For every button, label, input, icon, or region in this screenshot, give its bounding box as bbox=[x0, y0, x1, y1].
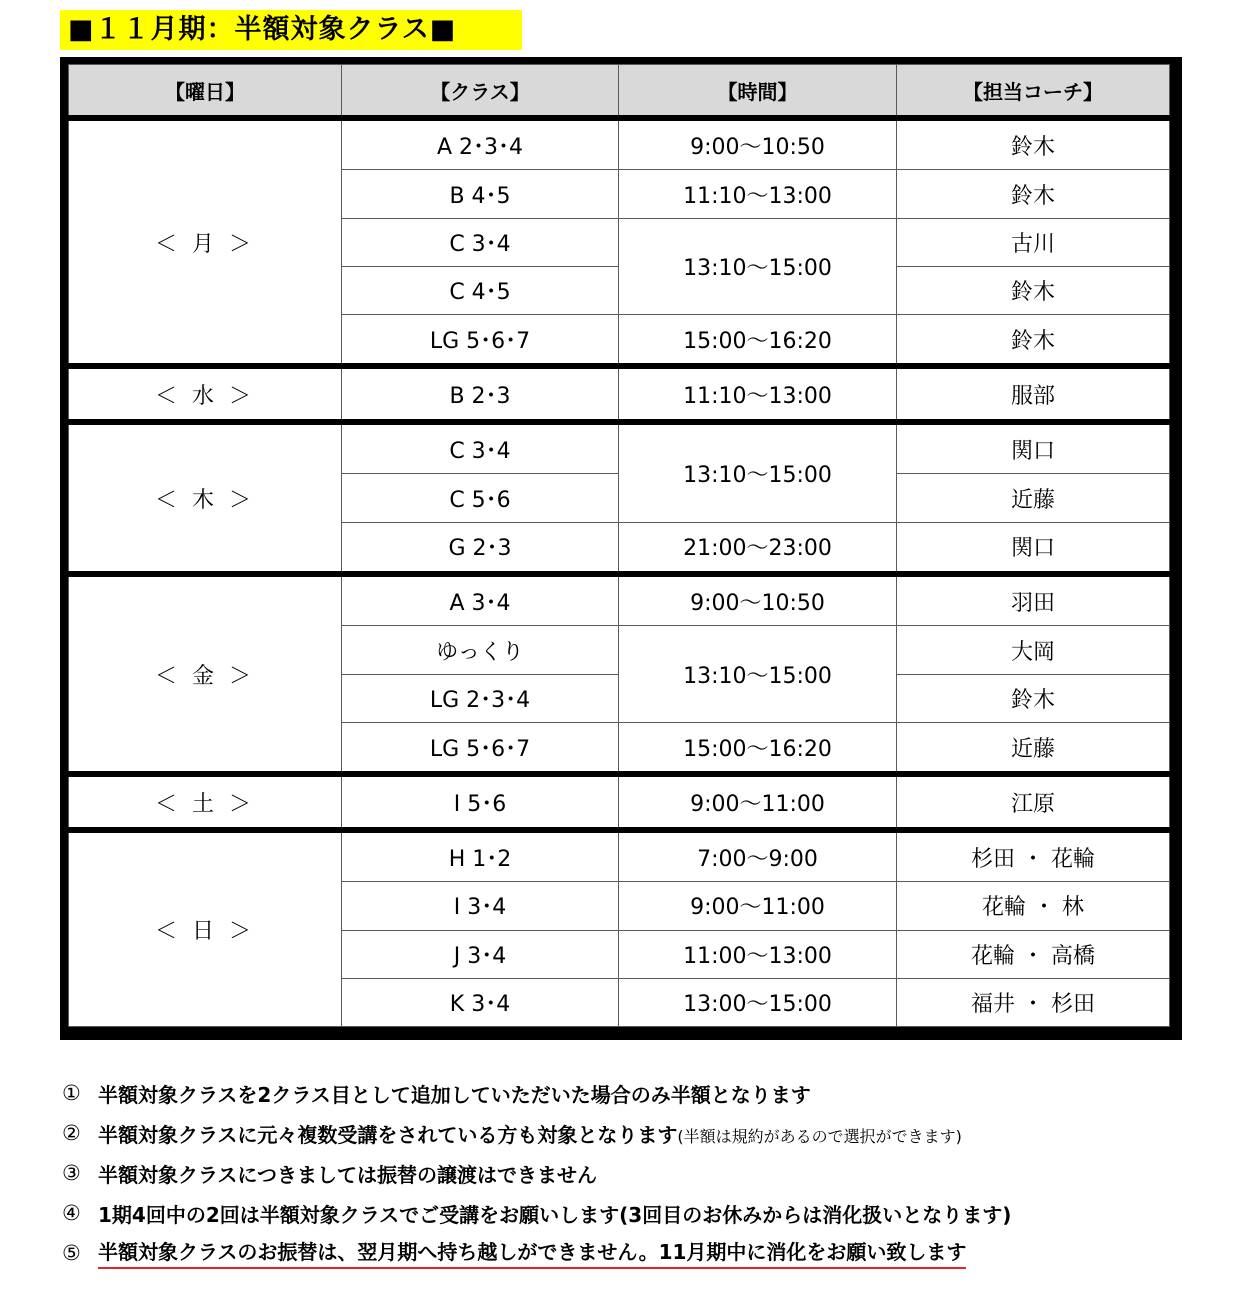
note-item bbox=[62, 1193, 1212, 1233]
coach-cell: 大岡 bbox=[897, 626, 1170, 674]
class-cell: C 3･4 bbox=[342, 218, 619, 266]
time-cell: 13:10～15:00 bbox=[619, 218, 897, 314]
class-cell: K 3･4 bbox=[342, 978, 619, 1026]
note-number: ⑤ bbox=[62, 1241, 81, 1265]
time-cell: 15:00～16:20 bbox=[619, 722, 897, 774]
coach-cell: 近藤 bbox=[897, 474, 1170, 522]
note-small-text: (半額は規約があるので選択ができます) bbox=[677, 1126, 962, 1146]
header-coach: 【担当コーチ】 bbox=[897, 65, 1170, 119]
time-cell: 13:00～15:00 bbox=[619, 978, 897, 1026]
coach-cell: 鈴木 bbox=[897, 170, 1170, 218]
note-text bbox=[98, 1119, 962, 1148]
day-wednesday: ＜ 水 ＞ bbox=[69, 366, 342, 422]
day-thursday: ＜ 木 ＞ bbox=[69, 422, 342, 574]
table-row bbox=[69, 366, 1170, 422]
table-row bbox=[69, 118, 1170, 170]
note-number: ④ bbox=[62, 1201, 81, 1225]
time-cell: 11:10～13:00 bbox=[619, 366, 897, 422]
time-cell: 9:00～11:00 bbox=[619, 774, 897, 830]
coach-cell: 古川 bbox=[897, 218, 1170, 266]
coach-cell: 関口 bbox=[897, 422, 1170, 474]
coach-cell: 鈴木 bbox=[897, 314, 1170, 366]
class-cell: A 3･4 bbox=[342, 574, 619, 626]
coach-cell: 関口 bbox=[897, 522, 1170, 574]
class-cell: ゆっくり bbox=[342, 626, 619, 674]
header-row bbox=[69, 65, 1170, 119]
class-cell: C 4･5 bbox=[342, 266, 619, 314]
day-monday: ＜ 月 ＞ bbox=[69, 118, 342, 366]
schedule-frame bbox=[60, 57, 1182, 1040]
note-main-text: 半額対象クラスに元々複数受講をされている方も対象となります bbox=[98, 1122, 678, 1147]
table-row bbox=[69, 574, 1170, 626]
coach-cell: 服部 bbox=[897, 366, 1170, 422]
coach-cell: 花輪 ・ 林 bbox=[897, 882, 1170, 930]
table-row bbox=[69, 422, 1170, 474]
header-time: 【時間】 bbox=[619, 65, 897, 119]
note-item bbox=[62, 1113, 1212, 1153]
class-cell: B 2･3 bbox=[342, 366, 619, 422]
coach-cell: 羽田 bbox=[897, 574, 1170, 626]
time-cell: 7:00～9:00 bbox=[619, 830, 897, 882]
class-cell: I 5･6 bbox=[342, 774, 619, 830]
class-cell: LG 2･3･4 bbox=[342, 674, 619, 722]
class-cell: LG 5･6･7 bbox=[342, 722, 619, 774]
note-item bbox=[62, 1153, 1212, 1193]
note-item-warning bbox=[62, 1233, 1212, 1273]
notes-list bbox=[62, 1073, 1212, 1273]
class-cell: LG 5･6･7 bbox=[342, 314, 619, 366]
day-sunday: ＜ 日 ＞ bbox=[69, 830, 342, 1027]
note-text: 半額対象クラスを2クラス目として追加していただいた場合のみ半額となります bbox=[98, 1082, 811, 1107]
coach-cell: 杉田 ・ 花輪 bbox=[897, 830, 1170, 882]
coach-cell: 福井 ・ 杉田 bbox=[897, 978, 1170, 1026]
class-cell: C 3･4 bbox=[342, 422, 619, 474]
header-class: 【クラス】 bbox=[342, 65, 619, 119]
note-text: 1期4回中の2回は半額対象クラスでご受講をお願いします(3回目のお休みからは消化扱いとなります) bbox=[98, 1202, 1012, 1227]
day-saturday: ＜ 土 ＞ bbox=[69, 774, 342, 830]
time-cell: 13:10～15:00 bbox=[619, 626, 897, 722]
header-day: 【曜日】 bbox=[69, 65, 342, 119]
class-cell: B 4･5 bbox=[342, 170, 619, 218]
time-cell: 21:00～23:00 bbox=[619, 522, 897, 574]
coach-cell: 近藤 bbox=[897, 722, 1170, 774]
time-cell: 11:10～13:00 bbox=[619, 170, 897, 218]
coach-cell: 花輪 ・ 高橋 bbox=[897, 930, 1170, 978]
note-text: 半額対象クラスにつきましては振替の譲渡はできません bbox=[98, 1162, 597, 1187]
table-row bbox=[69, 774, 1170, 830]
note-number: ① bbox=[62, 1081, 81, 1105]
time-cell: 9:00～10:50 bbox=[619, 574, 897, 626]
time-cell: 11:00～13:00 bbox=[619, 930, 897, 978]
coach-cell: 鈴木 bbox=[897, 674, 1170, 722]
class-cell: A 2･3･4 bbox=[342, 118, 619, 170]
note-text-underlined: 半額対象クラスのお振替は、翌月期へ持ち越しができません。11月期中に消化をお願い致します bbox=[98, 1237, 966, 1269]
class-cell: C 5･6 bbox=[342, 474, 619, 522]
time-cell: 13:10～15:00 bbox=[619, 422, 897, 522]
table-row bbox=[69, 830, 1170, 882]
class-cell: J 3･4 bbox=[342, 930, 619, 978]
class-cell: I 3･4 bbox=[342, 882, 619, 930]
class-cell: G 2･3 bbox=[342, 522, 619, 574]
coach-cell: 鈴木 bbox=[897, 266, 1170, 314]
coach-cell: 江原 bbox=[897, 774, 1170, 830]
note-number: ② bbox=[62, 1121, 81, 1145]
time-cell: 15:00～16:20 bbox=[619, 314, 897, 366]
schedule-table bbox=[68, 64, 1170, 1027]
coach-cell: 鈴木 bbox=[897, 118, 1170, 170]
day-friday: ＜ 金 ＞ bbox=[69, 574, 342, 774]
note-item bbox=[62, 1073, 1212, 1113]
time-cell: 9:00～11:00 bbox=[619, 882, 897, 930]
page-title: ■１１月期：半額対象クラス■ bbox=[60, 10, 522, 50]
note-number: ③ bbox=[62, 1161, 81, 1185]
class-cell: H 1･2 bbox=[342, 830, 619, 882]
time-cell: 9:00～10:50 bbox=[619, 118, 897, 170]
